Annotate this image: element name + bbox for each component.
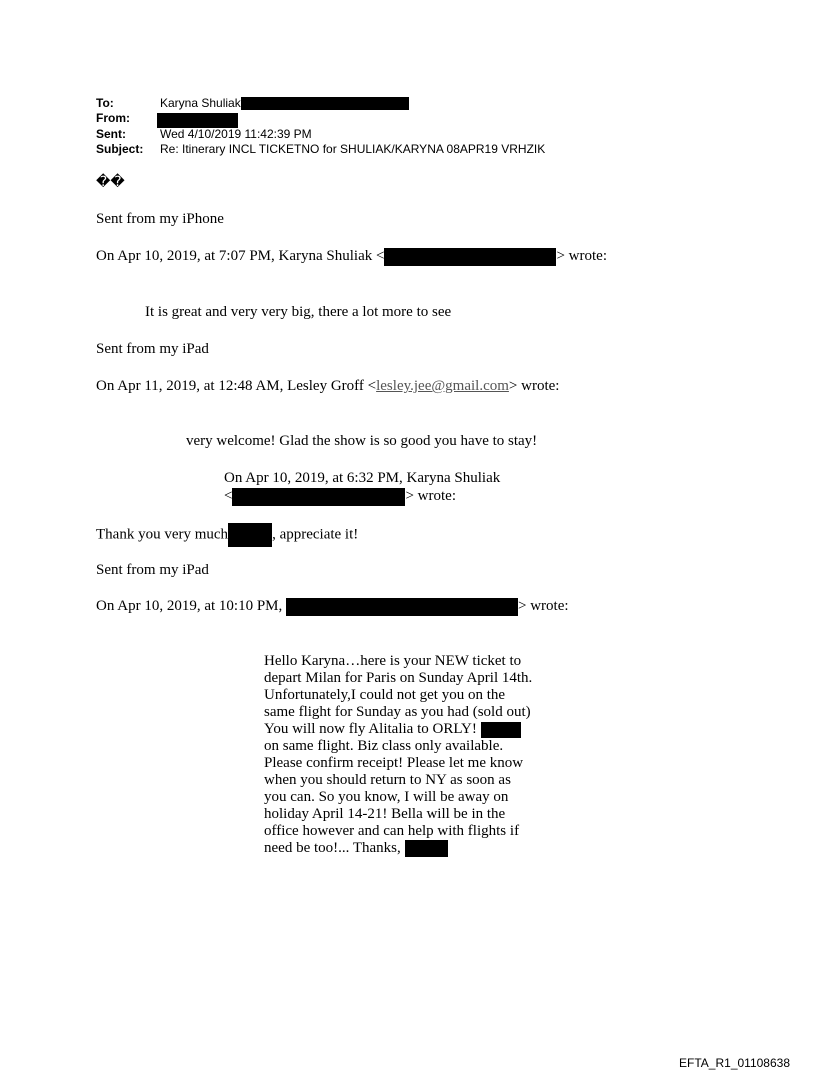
message-2: very welcome! Glad the show is so good you have to stay! (186, 433, 538, 449)
redaction-msg3-name (228, 523, 272, 547)
final-line: you can. So you know, I will be away on (264, 789, 509, 805)
subject-value: Re: Itinerary INCL TICKETNO for SHULIAK/KARYNA 08APR19 VRHZIK (160, 142, 546, 156)
from-label: From: (96, 111, 130, 125)
subject-label: Subject: (96, 142, 144, 156)
garbled-glyphs: �� (96, 175, 125, 190)
sent-from-ipad-1: Sent from my iPad (96, 341, 209, 357)
final-line: Please confirm receipt! Please let me know (264, 755, 524, 771)
sent-label: Sent: (96, 127, 126, 141)
message-3 (96, 523, 358, 547)
to-name: Karyna Shuliak (160, 96, 241, 110)
sent-from-iphone: Sent from my iPhone (96, 211, 224, 227)
final-line: office however and can help with flights if (264, 823, 520, 839)
redaction-final-2 (405, 840, 448, 857)
redaction-from (157, 113, 238, 128)
quote-header-4 (96, 597, 569, 616)
redaction-final-1 (481, 722, 521, 738)
quote2-email-link[interactable]: lesley.jee@gmail.com (376, 378, 509, 394)
final-line: same flight for Sunday as you had (sold out) (264, 704, 531, 720)
final-line: You will now fly Alitalia to ORLY! (264, 721, 477, 737)
final-line: when you should return to NY as soon as (264, 772, 511, 788)
final-line: holiday April 14-21! Bella will be in the (264, 806, 506, 822)
message-1: It is great and very very big, there a lot more to see (145, 304, 452, 320)
quote1-suffix: > wrote: (556, 248, 607, 264)
quote3-suffix: > wrote: (405, 488, 456, 504)
final-line: Hello Karyna…here is your NEW ticket to (264, 653, 522, 669)
final-line-with-redaction (264, 721, 532, 738)
quote-header-3-line2 (224, 487, 456, 506)
quote4-suffix: > wrote: (518, 598, 569, 614)
final-line-with-redaction (264, 840, 532, 857)
sent-from-ipad-2: Sent from my iPad (96, 562, 209, 578)
quote1-prefix: On Apr 10, 2019, at 7:07 PM, Karyna Shuliak < (96, 248, 385, 264)
document-id: EFTA_R1_01108638 (679, 1056, 790, 1070)
final-line: Unfortunately,I could not get you on the (264, 687, 506, 703)
to-value (160, 97, 409, 110)
redaction-quote4-sender (286, 598, 518, 616)
quote2-suffix: > wrote: (508, 378, 560, 394)
redaction-quote3-email (232, 488, 405, 506)
redaction-quote1-email (384, 248, 556, 266)
to-label: To: (96, 96, 114, 110)
final-message (264, 653, 532, 857)
quote-header-2 (96, 377, 559, 395)
quote-header-1 (96, 247, 607, 266)
quote2-prefix: On Apr 11, 2019, at 12:48 AM, Lesley Groff < (96, 378, 377, 394)
msg3-suffix: , appreciate it! (272, 526, 359, 543)
sent-value: Wed 4/10/2019 11:42:39 PM (160, 127, 312, 141)
quote4-prefix: On Apr 10, 2019, at 10:10 PM, (96, 598, 283, 614)
msg3-prefix: Thank you very much (96, 526, 229, 543)
final-line: depart Milan for Paris on Sunday April 14th. (264, 670, 533, 686)
final-line: need be too!... Thanks, (264, 840, 401, 856)
final-line: on same flight. Biz class only available. (264, 738, 504, 754)
quote3-lt: < (224, 488, 233, 504)
quote-header-3-line1: On Apr 10, 2019, at 6:32 PM, Karyna Shuliak (224, 470, 501, 486)
redaction-to-email (241, 97, 409, 110)
